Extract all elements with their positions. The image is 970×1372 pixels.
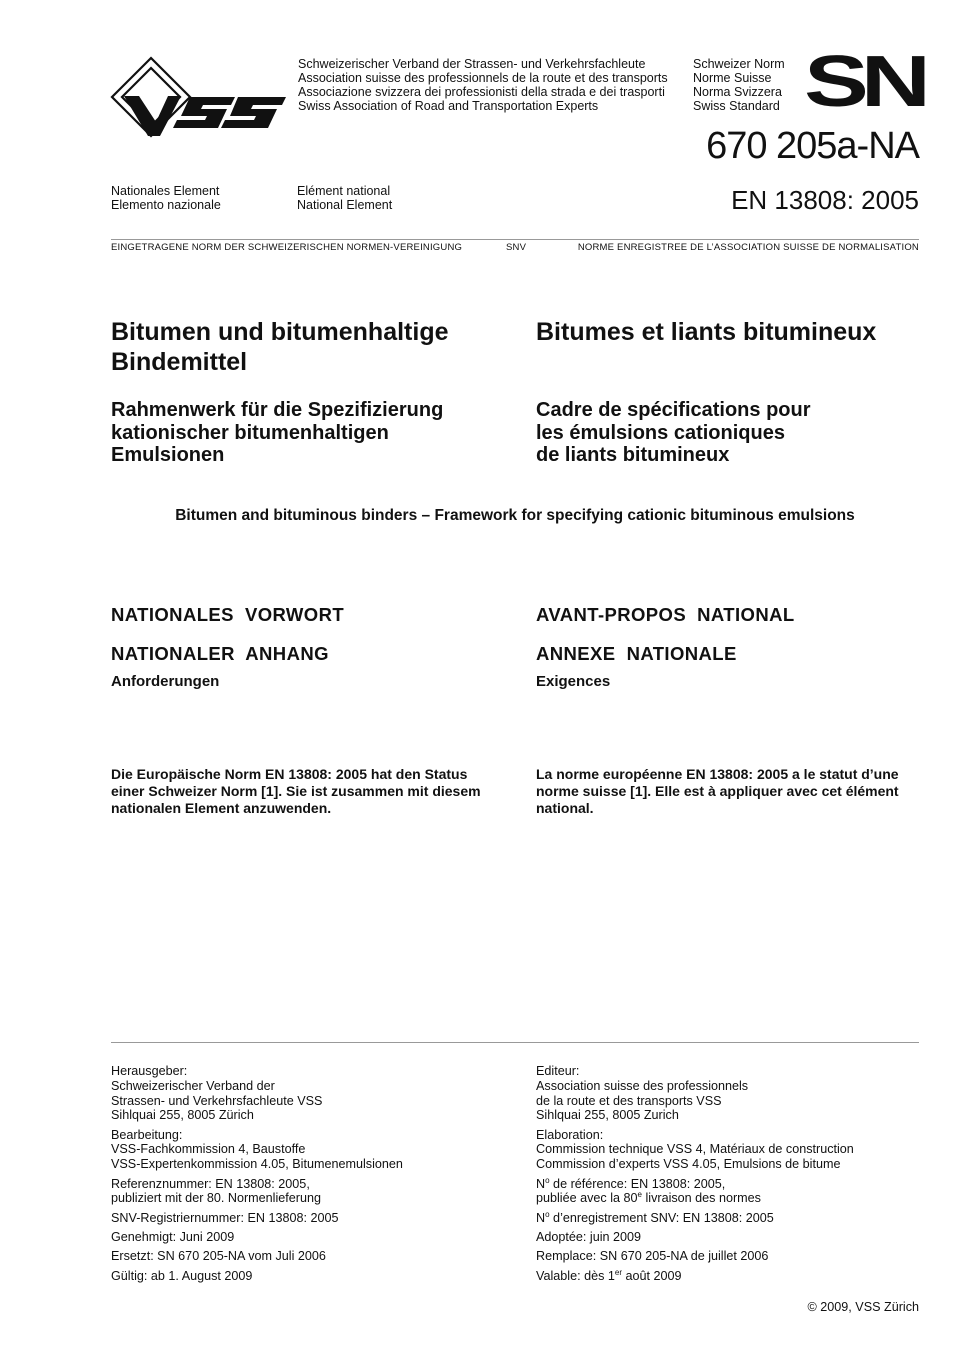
annex-heading-fr: ANNEXE NATIONALE	[536, 643, 737, 664]
requirements-heading-fr: Exigences	[536, 673, 611, 690]
reference-de	[111, 1177, 403, 1207]
intro-de-line-1: Die Europäische Norm EN 13808: 2005 hat den Status	[111, 766, 468, 782]
element-fr-line-1: Elément national	[297, 184, 391, 198]
vss-logo-icon	[110, 56, 290, 138]
intro-de-line-3: nationalen Element anzuwenden.	[111, 800, 332, 816]
element-de-line-2: Elemento nazionale	[111, 198, 221, 212]
sn-label-it: Norma Svizzera	[693, 85, 782, 99]
org-line-de: Schweizerischer Verband der Strassen- und Verkehrsfachleute	[298, 57, 646, 71]
vss-logo	[110, 56, 290, 138]
title-fr	[536, 317, 876, 347]
intro-fr-line-2: norme suisse [1]. Elle est à appliquer avec cet élément	[536, 783, 899, 799]
editing-fr	[536, 1128, 854, 1172]
editing-fr-label: Elaboration:	[536, 1127, 604, 1142]
editing-de-line-1: VSS-Fachkommission 4, Baustoffe	[111, 1142, 306, 1157]
element-fr-line-2: National Element	[297, 198, 393, 212]
requirements-heading-de: Anforderungen	[111, 673, 220, 690]
registration-left: EINGETRAGENE NORM DER SCHWEIZERISCHEN NORMEN-VEREINIGUNG	[111, 242, 463, 253]
editing-fr-line-1: Commission technique VSS 4, Matériaux de construction	[536, 1142, 854, 1157]
publisher-fr-line-1: Association suisse des professionnels	[536, 1078, 749, 1093]
editing-de-label: Bearbeitung:	[111, 1127, 183, 1142]
replaces-de: Ersetzt: SN 670 205-NA vom Juli 2006	[111, 1249, 326, 1264]
title-de-line-2: Bindemittel	[111, 348, 248, 376]
subtitle-de-line-3: Emulsionen	[111, 444, 225, 466]
sn-logo: SN	[804, 42, 923, 122]
publisher-de-line-2: Strassen- und Verkehrsfachleute VSS	[111, 1093, 323, 1108]
sn-label-fr: Norme Suisse	[693, 71, 772, 85]
reference-fr	[536, 1177, 854, 1207]
subtitle-fr-line-1: Cadre de spécifications pour	[536, 399, 811, 421]
sn-label-de: Schweizer Norm	[693, 57, 785, 71]
sn-label-en: Swiss Standard	[693, 99, 780, 113]
snv-number-de: SNV-Registriernummer: EN 13808: 2005	[111, 1210, 339, 1225]
subtitle-fr-line-3: de liants bitumineux	[536, 444, 730, 466]
document-number: 670 205a-NA	[706, 125, 919, 167]
org-line-fr: Association suisse des professionnels de la route et des transports	[298, 71, 668, 85]
element-de-line-1: Nationales Element	[111, 184, 220, 198]
publisher-fr-line-2: de la route et des transports VSS	[536, 1093, 722, 1108]
valid-de: Gültig: ab 1. August 2009	[111, 1268, 253, 1283]
org-line-it: Associazione svizzera dei professionisti della strada e dei trasporti	[298, 85, 665, 99]
imprint-fr	[536, 1064, 854, 1288]
annex-heading-de: NATIONALER ANHANG	[111, 643, 329, 664]
title-de	[111, 317, 449, 377]
top-divider	[111, 239, 919, 240]
reference-fr-line-1: $N^o$ de référence: EN 13808: 2005,	[536, 1175, 726, 1191]
foreword-heading-de: NATIONALES VORWORT	[111, 604, 345, 625]
footer-divider	[111, 1042, 919, 1043]
imprint-de	[111, 1064, 403, 1288]
publisher-de-line-1: Schweizerischer Verband der	[111, 1078, 275, 1093]
intro-fr-line-3: national.	[536, 800, 594, 816]
editing-de-line-2: VSS-Expertenkommission 4.05, Bitumenemulsionen	[111, 1157, 403, 1172]
title-fr-line-1: Bitumes et liants bitumineux	[536, 318, 877, 346]
editing-de	[111, 1128, 403, 1172]
title-de-line-1: Bitumen und bitumenhaltige	[111, 318, 449, 346]
subtitle-de-line-1: Rahmenwerk für die Spezifizierung	[111, 399, 444, 421]
reference-fr-line-2: publiée avec la 80e livraison des normes	[536, 1190, 761, 1206]
national-element-fr	[297, 184, 392, 212]
subtitle-de-line-2: kationischer bitumenhaltigen	[111, 421, 389, 444]
publisher-fr-address: Sihlquai 255, 8005 Zurich	[536, 1108, 679, 1123]
sn-labels	[693, 57, 785, 113]
national-element-de	[111, 184, 221, 212]
publisher-fr	[536, 1064, 854, 1123]
intro-de-line-2: einer Schweizer Norm [1]. Sie ist zusammen mit diesem	[111, 783, 481, 799]
editing-fr-line-2: Commission d’experts VSS 4.05, Emulsions de bitume	[536, 1157, 841, 1172]
foreword-heading-fr: AVANT-PROPOS NATIONAL	[536, 604, 795, 625]
copyright: © 2009, VSS Zürich	[807, 1300, 919, 1314]
organization-names	[298, 57, 668, 113]
intro-paragraph-fr	[536, 766, 899, 817]
replaces-fr: Remplace: SN 670 205-NA de juillet 2006	[536, 1249, 769, 1264]
snv-number-fr: $N^o$ d’enregistrement SNV: EN 13808: 2005	[536, 1209, 774, 1225]
approved-de: Genehmigt: Juni 2009	[111, 1229, 235, 1244]
reference-de-line-1: Referenznummer: EN 13808: 2005,	[111, 1176, 310, 1191]
reference-de-line-2: publiziert mit der 80. Normenlieferung	[111, 1191, 321, 1206]
en-number: EN 13808: 2005	[731, 185, 919, 215]
registration-right: NORME ENREGISTREE DE L’ASSOCIATION SUISSE DE NORMALISATION	[577, 242, 919, 253]
subtitle-fr-line-2: les émulsions cationiques	[536, 421, 785, 444]
publisher-de	[111, 1064, 403, 1123]
publisher-fr-label: Editeur:	[536, 1064, 580, 1078]
valid-fr: Valable: dès 1er août 2009	[536, 1267, 682, 1283]
registration-center: SNV	[506, 242, 527, 253]
publisher-de-address: Sihlquai 255, 8005 Zürich	[111, 1108, 254, 1123]
title-en: Bitumen and bituminous binders – Framework for specifying cationic bituminous emulsions	[175, 507, 855, 524]
publisher-de-label: Herausgeber:	[111, 1064, 188, 1078]
intro-fr-line-1: La norme européenne EN 13808: 2005 a le statut d’une	[536, 766, 899, 782]
subtitle-fr	[536, 399, 811, 467]
adopted-fr: Adoptée: juin 2009	[536, 1229, 642, 1244]
subtitle-de	[111, 399, 443, 467]
intro-paragraph-de	[111, 766, 481, 817]
org-line-en: Swiss Association of Road and Transportation Experts	[298, 99, 599, 113]
